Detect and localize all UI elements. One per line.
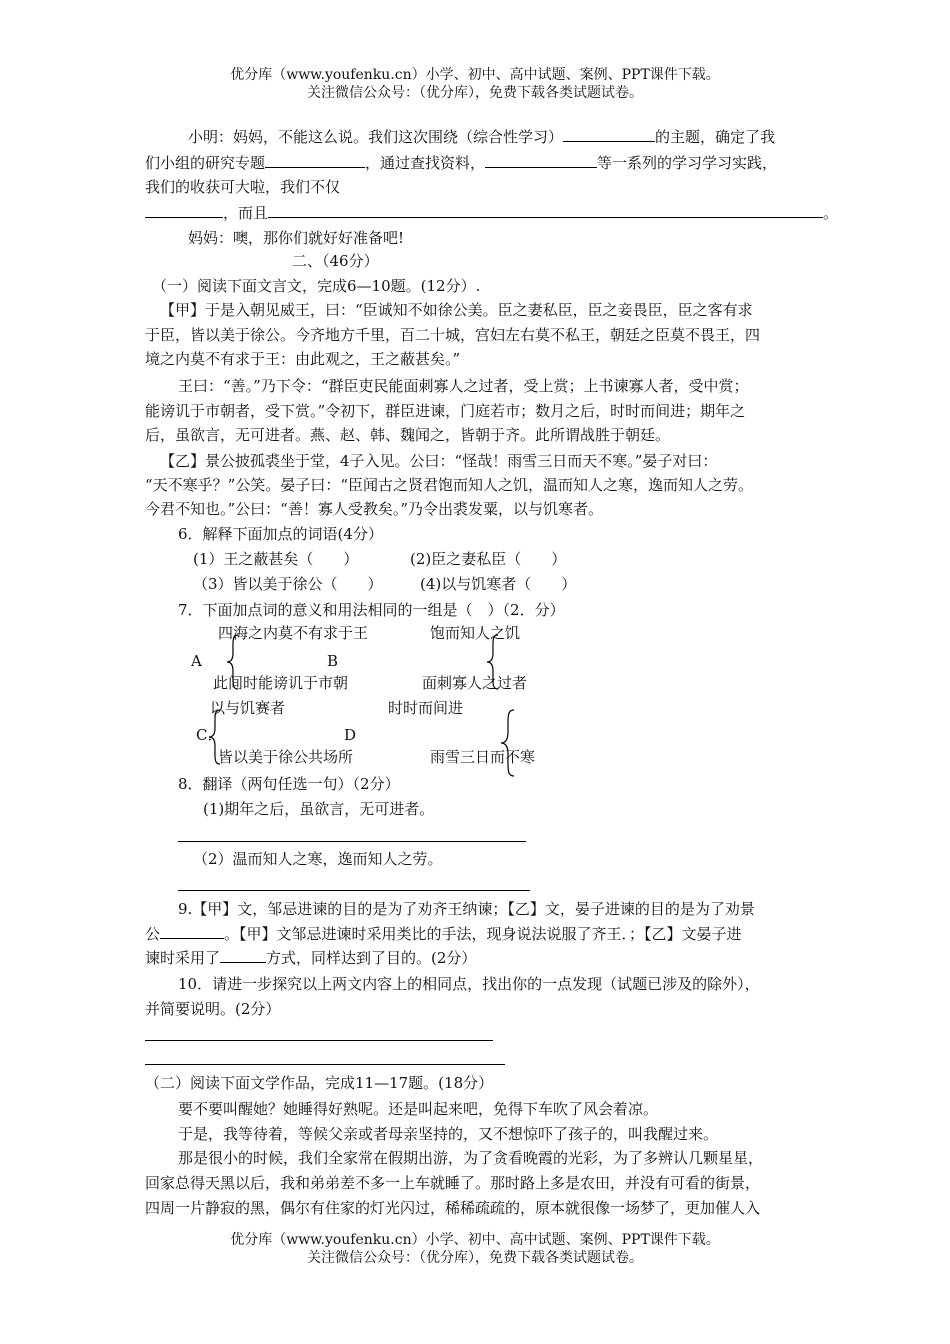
page-footer-line-1: 优分库（www.youfenku.cn）小学、初中、高中试题、案例、PPT课件下载。 xyxy=(230,1232,720,1248)
passage-jia-line-2: 于臣，皆以美于徐公。今齐地方千里，百二十城，宫妇左右莫不私王，朝廷之臣莫不畏王，四 xyxy=(145,326,761,344)
answer-line xyxy=(178,890,530,891)
question-6-stem: 6．解释下面加点的词语(4分） xyxy=(178,525,383,543)
question-8-stem: 8．翻译（两句任选一句）（2分） xyxy=(178,775,400,793)
page-footer-line-2: 关注微信公众号：（优分库），免费下载各类试题试卷。 xyxy=(307,1250,643,1266)
section-heading: 二、（46分） xyxy=(292,252,379,270)
option-b-line-1: 饱而知人之饥 xyxy=(430,624,521,642)
question-10-line-1: 10．请进一步探究以上两文内容上的相同点，找出你的一点发现（试题已涉及的除外）， xyxy=(178,975,760,993)
answer-blank xyxy=(160,924,224,939)
question-9-line-3: 谏时采用了 方式，同样达到了目的。(2分） xyxy=(145,949,477,967)
question-6-item-1: (1）王之蔽甚矣（ ） xyxy=(193,550,359,568)
passage-yi-line-3: 今君不知也。”公曰：“善！寡人受教矣。”乃令出裘发粟，以与饥寒者。 xyxy=(145,500,604,518)
question-6-item-2: (2)臣之妻私臣（ ） xyxy=(410,550,567,568)
question-6-item-4: (4)以与饥寒者（ ） xyxy=(420,575,577,593)
brace-c xyxy=(206,708,226,766)
option-d-line-2: 雨雪三日而不寒 xyxy=(430,748,536,766)
passage-yi-line-2: “天不寒乎？”公笑。晏子曰：“臣闻古之贤君饱而知人之饥，温而知人之寒，逸而知人之劳。 xyxy=(145,476,754,494)
page-header-line-2: 关注微信公众号：（优分库），免费下载各类试题试卷。 xyxy=(307,85,643,101)
option-a-line-2: 此间时能谤讥于市朝 xyxy=(213,674,349,692)
section-1-intro: （一）阅读下面文言文，完成6—10题。(12分）. xyxy=(152,277,481,295)
option-a-label: A xyxy=(191,652,202,670)
option-d-line-1: 时时而间进 xyxy=(388,699,464,717)
option-b-label: B xyxy=(327,652,339,670)
passage-jia-line-1: 【甲】于是入朝见威王，曰：“臣诚知不如徐公美。臣之妻私臣，臣之妾畏臣，臣之客有求 xyxy=(160,301,753,319)
story-paragraph-3-line-2: 回家总得天黑以后，我和弟弟差不多一上车就睡了。那时路上多是农田，并没有可看的街景， xyxy=(145,1174,761,1192)
answer-line xyxy=(178,841,526,842)
brace-d xyxy=(498,708,518,778)
story-paragraph-2: 于是，我等待着，等候父亲或者母亲坚持的，又不想惊吓了孩子的，叫我醒过来。 xyxy=(178,1125,719,1143)
question-10-line-2: 并简要说明。(2分） xyxy=(145,1000,281,1018)
question-7-stem: 7．下面加点词的意义和用法相同的一组是（ ）（2．分） xyxy=(178,601,565,619)
answer-line xyxy=(145,1040,493,1041)
brace-b xyxy=(484,633,504,691)
story-paragraph-1: 要不要叫醒她？她睡得好熟呢。还是叫起来吧，免得下车吹了风会着凉。 xyxy=(178,1100,659,1118)
option-b-line-2: 面刺寡人之过者 xyxy=(422,674,528,692)
dialogue-line-4: ，而且 。 xyxy=(145,203,838,223)
answer-blank xyxy=(220,948,266,963)
dialogue-line-5: 妈妈：噢，那你们就好好准备吧! xyxy=(188,229,405,247)
brace-a xyxy=(224,633,244,691)
story-paragraph-3-line-3: 四周一片静寂的黑，偶尔有住家的灯光闪过，稀稀疏疏的，原本就很像一场梦了，更加催人入 xyxy=(145,1199,761,1217)
dialogue-line-1: 小明：妈妈，不能这么说。我们这次围绕（综合性学习） 的主题，确定了我 xyxy=(188,128,776,146)
story-paragraph-3-line-1: 那是很小的时候，我们全家常在假期出游，为了贪看晚霞的光彩，为了多辨认几颗星星， xyxy=(178,1149,764,1167)
answer-blank xyxy=(563,127,655,142)
answer-blank xyxy=(145,203,223,218)
passage-jia-line-4: 王曰：“善。”乃下令：“群臣吏民能面刺寡人之过者，受上赏；上书谏寡人者，受中赏； xyxy=(178,377,749,395)
question-6-item-3: （3）皆以美于徐公（ ） xyxy=(193,575,383,593)
dialogue-line-2: 们小组的研究专题 ，通过查找资料， 等一系列的学习学习实践， xyxy=(145,154,778,172)
option-c-line-1: 以与饥赛者 xyxy=(210,699,286,717)
answer-blank xyxy=(265,153,365,168)
answer-blank xyxy=(485,153,597,168)
option-c-line-2: 皆以美于徐公共场所 xyxy=(218,748,354,766)
passage-jia-line-6: 后，虽欲言，无可进者。燕、赵、韩、魏闻之，皆朝于齐。此所谓战胜于朝廷。 xyxy=(145,426,671,444)
question-9-line-2: 公 。【甲】文邹忌进谏时采用类比的手法，现身说法说服了齐王．；【乙】文晏子进 xyxy=(145,925,742,943)
option-a-line-1: 四海之内莫不有求于王 xyxy=(218,624,369,642)
section-2-intro: （二）阅读下面文学作品，完成11—17题。(18分） xyxy=(145,1074,494,1092)
question-8-sentence-1: (1)期年之后，虽欲言，无可进者。 xyxy=(203,800,435,818)
answer-blank xyxy=(268,203,823,218)
option-c-label: C． xyxy=(196,726,223,744)
option-d-label: D xyxy=(344,726,357,744)
question-9-line-1: 9.【甲】文，邹忌进谏的目的是为了劝齐王纳谏；【乙】文，晏子进谏的目的是为了劝景 xyxy=(178,900,755,918)
answer-line xyxy=(145,1064,505,1065)
passage-yi-line-1: 【乙】景公披孤裘坐于堂，4子入见。公曰：“怪哉！雨雪三日而天不寒。”晏子对曰： xyxy=(160,452,718,470)
question-8-sentence-2: （2）温而知人之寒，逸而知人之劳。 xyxy=(193,850,443,868)
passage-jia-line-5: 能谤讥于市朝者，受下赏。”令初下，群臣进谏，门庭若市；数月之后，时时而间进；期年之 xyxy=(145,402,746,420)
passage-jia-line-3: 境之内莫不有求于王：由此观之，王之蔽甚矣。” xyxy=(145,350,461,368)
dialogue-line-3: 我们的收获可大啦，我们不仅 xyxy=(145,178,341,196)
page-header-line-1: 优分库（www.youfenku.cn）小学、初中、高中试题、案例、PPT课件下载。 xyxy=(230,67,720,83)
